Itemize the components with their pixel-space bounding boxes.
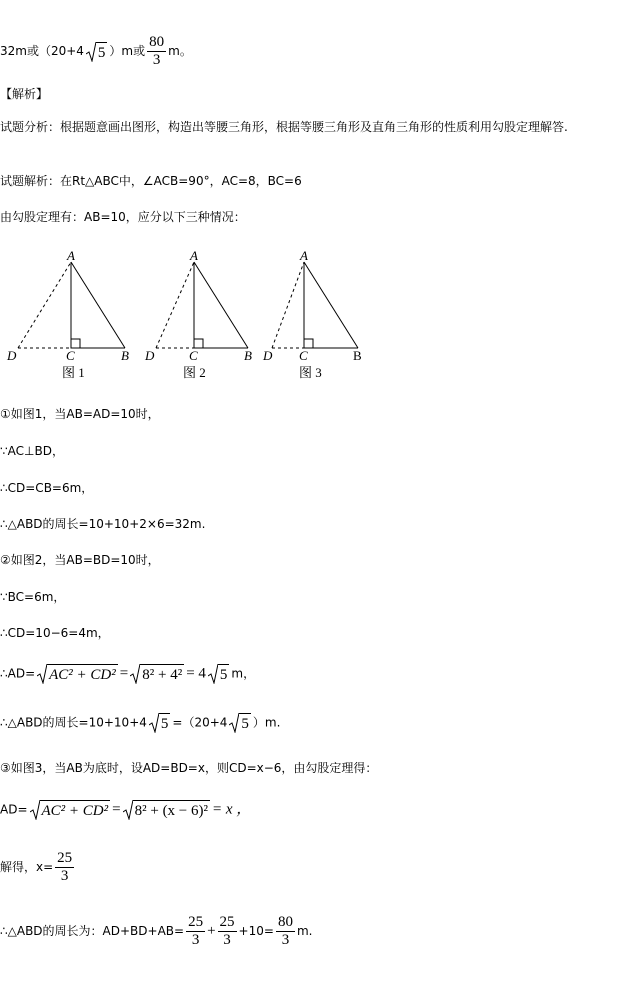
analysis-text: 试题分析：根据题意画出图形，构造出等腰三角形，根据等腰三角形及直角三角形的性质利用勾股定理解答. <box>0 120 568 134</box>
fig3-label-a: A <box>300 248 308 263</box>
case2-ad-prefix: ∴AD= <box>0 666 36 681</box>
fig1-label-a: A <box>67 248 75 263</box>
case3-plus: + <box>207 923 216 939</box>
case3-title: ③如图3，当AB为底时，设AD=BD=x，则CD=x−6，由勾股定理得： <box>0 761 378 775</box>
case1-line3: ∴△ABD的周长=10+10+2×6=32m. <box>0 517 206 531</box>
case3-sqrt-ac-cd: AC² + CD² <box>30 800 111 820</box>
pythag-text: 由勾股定理有：AB=10，应分以下三种情况： <box>0 210 246 224</box>
case2-perimeter <box>0 713 280 733</box>
case3-frac-bd: $\frac{25}{3}$ <box>219 914 235 948</box>
case2-per-prefix: ∴△ABD的周长=10+10+4 <box>0 715 147 730</box>
case3-x-fraction: $\frac{25}{3}$ <box>57 850 73 884</box>
case3-perimeter <box>0 914 312 949</box>
case2-per-sqrt-5b: 5 <box>229 713 251 733</box>
setup-text: 试题解析：在Rt△ABC中，∠ACB=90°，AC=8，BC=6 <box>0 174 302 188</box>
case2-line1: ∵BC=6m， <box>0 590 66 604</box>
case2-title: ②如图2，当AB=BD=10时， <box>0 553 160 567</box>
fig1-caption: 图 1 <box>62 365 85 380</box>
section-title: 【解析】 <box>0 87 49 101</box>
case3-tail: +10= <box>238 924 274 938</box>
fig3-label-b: B <box>353 348 362 363</box>
case3-result: = x ， <box>212 801 252 818</box>
case2-line2: ∴CD=10−6=4m， <box>0 626 110 640</box>
figure-2 <box>144 248 252 380</box>
fig1-label-b: B <box>121 348 129 363</box>
case3-sqrt-8-x: 8² + (x − 6)² <box>123 800 210 820</box>
case2-per-end: ）m. <box>252 715 281 730</box>
case2-per-sqrt-5a: 5 <box>149 713 171 733</box>
sqrt-5: 5 <box>86 42 108 62</box>
case3-ad-prefix: AD= <box>0 802 28 817</box>
fig2-label-c: C <box>189 348 198 363</box>
case2-eq: = <box>119 665 129 682</box>
answer-part1: 32m或（20+4 <box>0 44 84 58</box>
fig1-label-d: D <box>7 348 17 363</box>
fig2-label-a: A <box>190 248 198 263</box>
case2-sqrt-8-4: 8² + 4² <box>130 664 184 684</box>
case2-sqrt-5: 5 <box>208 664 230 684</box>
fig2-label-b: B <box>244 348 252 363</box>
case3-solve-prefix: 解得，x= <box>0 860 54 874</box>
case3-per-prefix: ∴△ABD的周长为：AD+BD+AB= <box>0 924 185 938</box>
case2-ad-line <box>0 664 255 684</box>
answer-line <box>0 34 192 69</box>
answer-part3: m。 <box>168 44 192 58</box>
figure-1 <box>6 248 129 380</box>
answer-part2: ）m或 <box>109 44 146 58</box>
case1-line1: ∵AC⊥BD， <box>0 444 64 458</box>
fig1-label-c: C <box>66 348 75 363</box>
case2-sqrt-ac-cd: AC² + CD² <box>37 664 118 684</box>
case3-frac-total: $\frac{80}{3}$ <box>277 914 293 948</box>
case1-line2: ∴CD=CB=6m， <box>0 481 94 495</box>
fig3-caption: 图 3 <box>299 365 322 380</box>
case3-ad-line <box>0 800 251 820</box>
case3-solve <box>0 850 76 885</box>
fig3-label-c: C <box>299 348 308 363</box>
fig3-label-d: D <box>263 348 273 363</box>
answer-fraction: $\frac{80}{3}$ <box>149 34 165 68</box>
fig2-caption: 图 2 <box>183 365 206 380</box>
case3-frac-ad: $\frac{25}{3}$ <box>188 914 204 948</box>
figure-3 <box>262 248 362 380</box>
triangle-figures <box>0 240 630 390</box>
case1-title: ①如图1，当AB=AD=10时， <box>0 407 160 421</box>
case3-unit: m. <box>296 924 313 938</box>
case2-ad-unit: m， <box>231 666 256 681</box>
case2-per-mid: =（20+4 <box>172 715 228 730</box>
fig2-label-d: D <box>145 348 155 363</box>
case3-eq: = <box>112 801 121 818</box>
case2-ad-result: = 4 <box>186 665 206 682</box>
